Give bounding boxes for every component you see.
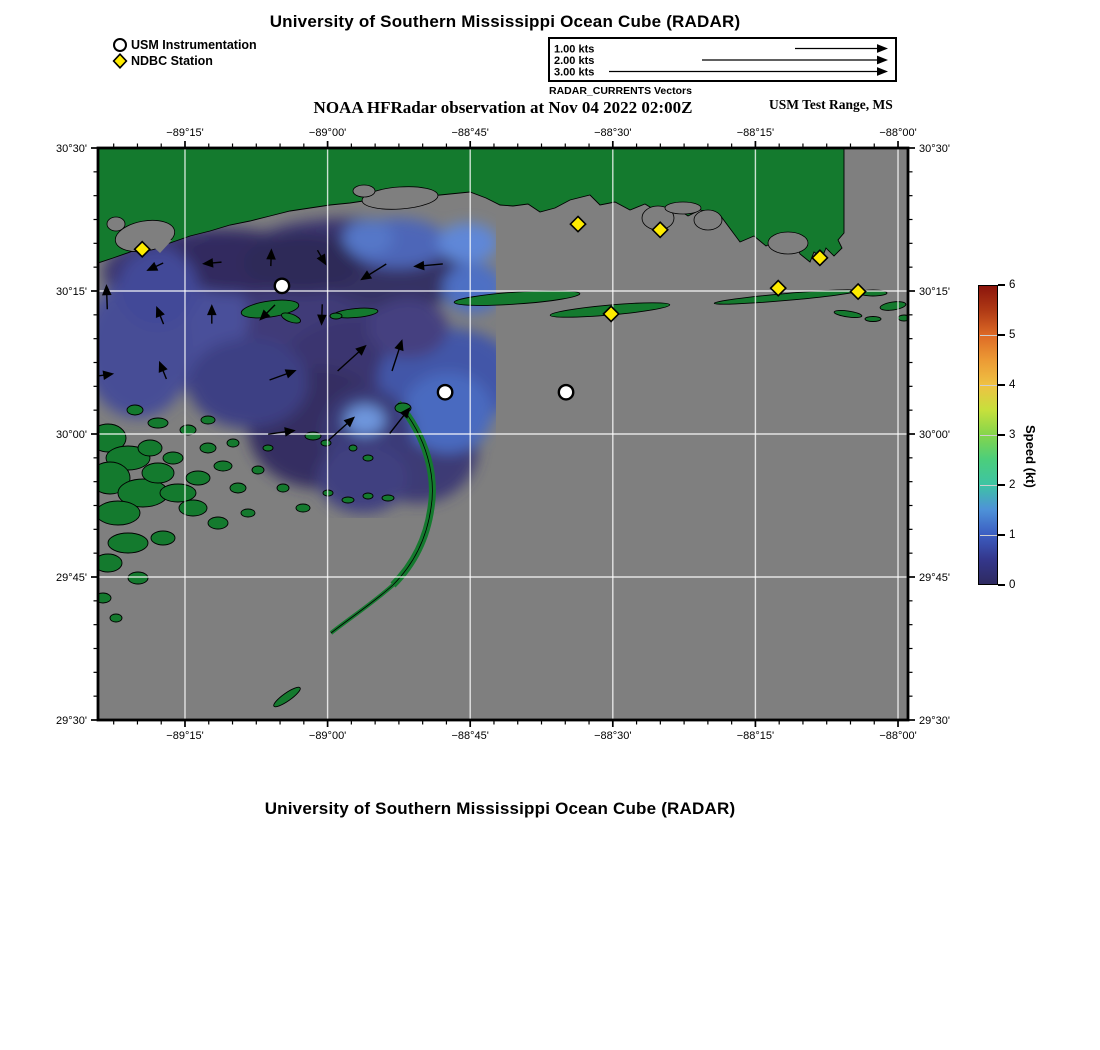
colorbar-tick-label: 3 bbox=[1009, 429, 1016, 441]
colorbar-tick bbox=[998, 284, 1005, 286]
axis-label: −88°30' bbox=[594, 730, 632, 742]
axis-label: −88°00' bbox=[879, 127, 917, 139]
colorbar-label: Speed (kt) bbox=[1023, 425, 1038, 488]
colorbar-tick bbox=[998, 334, 1005, 336]
colorbar-tick bbox=[998, 434, 1005, 436]
axis-label: 29°30' bbox=[919, 715, 950, 727]
axis-label: −88°45' bbox=[451, 730, 489, 742]
colorbar-gridline bbox=[980, 385, 997, 386]
vector-scale-legend bbox=[548, 37, 897, 82]
vector-scale-arrowhead bbox=[877, 56, 888, 65]
axis-label: 29°30' bbox=[56, 715, 87, 727]
colorbar-tick-label: 4 bbox=[1009, 379, 1016, 391]
colorbar-tick bbox=[998, 484, 1005, 486]
vector-scale-arrowhead bbox=[877, 67, 888, 76]
usm-station-marker bbox=[559, 385, 573, 399]
usm-circle-icon bbox=[112, 37, 128, 53]
axis-label: −88°00' bbox=[879, 730, 917, 742]
legend-row-ndbc bbox=[112, 53, 257, 69]
page-title: University of Southern Mississippi Ocean Cube (RADAR) bbox=[269, 12, 741, 31]
axis-label: 30°30' bbox=[919, 143, 950, 155]
ndbc-diamond-icon bbox=[112, 53, 128, 69]
axis-label: 30°15' bbox=[56, 286, 87, 298]
axis-label: 30°00' bbox=[56, 429, 87, 441]
legend-row-usm bbox=[112, 37, 257, 53]
vector-legend-caption: RADAR_CURRENTS Vectors bbox=[549, 85, 692, 97]
usm-station-marker bbox=[275, 279, 289, 293]
vector-scale-rows bbox=[550, 39, 895, 80]
axis-label: −89°00' bbox=[308, 730, 347, 742]
axis-label: −89°15' bbox=[166, 730, 204, 742]
vector-scale-label: 1.00 kts bbox=[554, 43, 595, 56]
legend-label-ndbc: NDBC Station bbox=[131, 54, 213, 68]
vector-scale-arrowhead bbox=[877, 44, 888, 53]
axis-label: 30°30' bbox=[56, 143, 87, 155]
colorbar-tick-label: 0 bbox=[1009, 579, 1016, 591]
axis-label: −89°15' bbox=[166, 127, 204, 139]
colorbar-gridline bbox=[980, 335, 997, 336]
colorbar-tick-label: 6 bbox=[1009, 279, 1016, 291]
vector-scale-label: 2.00 kts bbox=[554, 55, 595, 67]
observation-subtitle: NOAA HFRadar observation at Nov 04 2022 02:00Z bbox=[313, 98, 693, 117]
map-plot bbox=[56, 118, 950, 768]
axis-label: 29°45' bbox=[56, 572, 87, 584]
colorbar-gridline bbox=[980, 435, 997, 436]
axis-label: −89°00' bbox=[308, 127, 347, 139]
colorbar-gridline bbox=[980, 535, 997, 536]
axis-label: −88°45' bbox=[451, 127, 489, 139]
colorbar-tick bbox=[998, 534, 1005, 536]
axis-label: 30°15' bbox=[919, 286, 950, 298]
vector-scale-label: 3.00 kts bbox=[554, 66, 595, 79]
colorbar-tick-label: 1 bbox=[1009, 529, 1016, 541]
marker-legend bbox=[112, 37, 257, 69]
legend-label-usm: USM Instrumentation bbox=[131, 38, 257, 52]
colorbar-tick bbox=[998, 584, 1005, 586]
axis-label: 29°45' bbox=[919, 572, 950, 584]
colorbar-tick-label: 2 bbox=[1009, 479, 1016, 491]
footer-title: University of Southern Mississippi Ocean Cube (RADAR) bbox=[264, 799, 736, 818]
axis-label: −88°15' bbox=[736, 127, 775, 139]
axis-label: −88°30' bbox=[594, 127, 632, 139]
colorbar-gridline bbox=[980, 485, 997, 486]
axis-label: 30°00' bbox=[919, 429, 950, 441]
colorbar-tick-label: 5 bbox=[1009, 329, 1016, 341]
axis-label: −88°15' bbox=[736, 730, 775, 742]
colorbar-tick bbox=[998, 384, 1005, 386]
test-range-label: USM Test Range, MS bbox=[769, 97, 893, 112]
usm-station-marker bbox=[438, 385, 452, 399]
